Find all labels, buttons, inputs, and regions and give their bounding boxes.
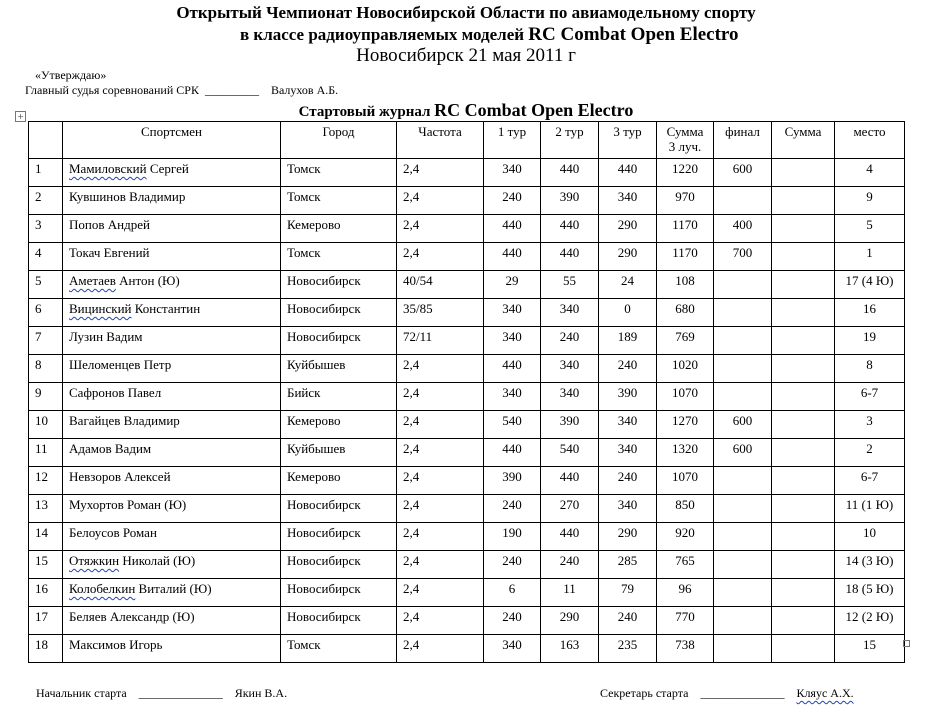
cell-city: Куйбышев [281, 355, 397, 383]
secretary-signature-blank: ______________ [700, 686, 785, 700]
cell-r1: 6 [484, 579, 541, 607]
cell-sum3: 1070 [657, 383, 714, 411]
table-row [29, 579, 905, 607]
cell-city: Томск [281, 243, 397, 271]
cell-sum [772, 159, 835, 187]
cell-r3: 235 [599, 635, 657, 663]
cell-sum3: 1220 [657, 159, 714, 187]
header-frequency: Частота [397, 122, 484, 159]
cell-city: Новосибирск [281, 607, 397, 635]
cell-num: 5 [29, 271, 63, 299]
cell-athlete: Мухортов Роман (Ю) [63, 495, 281, 523]
cell-freq: 35/85 [397, 299, 484, 327]
cell-athlete: Токач Евгений [63, 243, 281, 271]
cell-r1: 240 [484, 607, 541, 635]
cell-freq: 2,4 [397, 495, 484, 523]
cell-city: Томск [281, 635, 397, 663]
cell-final [714, 299, 772, 327]
cell-place: 10 [835, 523, 905, 551]
table-row [29, 355, 905, 383]
cell-athlete: Попов Андрей [63, 215, 281, 243]
chief-judge-signature-blank: _________ [204, 83, 259, 97]
cell-city: Кемерово [281, 411, 397, 439]
cell-athlete: Невзоров Алексей [63, 467, 281, 495]
cell-num: 15 [29, 551, 63, 579]
table-row [29, 383, 905, 411]
cell-r3: 340 [599, 187, 657, 215]
cell-freq: 2,4 [397, 411, 484, 439]
cell-r1: 390 [484, 467, 541, 495]
cell-r3: 440 [599, 159, 657, 187]
cell-athlete: Аметаев Антон (Ю) [63, 271, 281, 299]
cell-city: Новосибирск [281, 495, 397, 523]
title-line-3: Новосибирск 21 мая 2011 г [356, 45, 576, 66]
table-row [29, 523, 905, 551]
cell-freq: 2,4 [397, 439, 484, 467]
cell-r1: 440 [484, 355, 541, 383]
header-place: место [835, 122, 905, 159]
cell-r1: 340 [484, 327, 541, 355]
cell-final: 400 [714, 215, 772, 243]
cell-city: Новосибирск [281, 299, 397, 327]
header-sum-best-3-a: Сумма [666, 124, 704, 139]
cell-sum [772, 271, 835, 299]
cell-athlete: Лузин Вадим [63, 327, 281, 355]
cell-sum [772, 215, 835, 243]
cell-r3: 290 [599, 215, 657, 243]
cell-r2: 440 [541, 159, 599, 187]
cell-final [714, 607, 772, 635]
cell-place: 6-7 [835, 383, 905, 411]
cell-freq: 2,4 [397, 159, 484, 187]
cell-city: Новосибирск [281, 579, 397, 607]
cell-athlete: Максимов Игорь [63, 635, 281, 663]
cell-freq: 2,4 [397, 187, 484, 215]
cell-freq: 2,4 [397, 635, 484, 663]
cell-num: 17 [29, 607, 63, 635]
table-resize-handle-icon[interactable] [903, 640, 910, 647]
cell-sum [772, 383, 835, 411]
athlete-surname: Аметаев [69, 273, 116, 288]
athlete-surname: Колобелкин [69, 581, 136, 596]
cell-place: 14 (3 Ю) [835, 551, 905, 579]
header-round-3: 3 тур [599, 122, 657, 159]
cell-num: 3 [29, 215, 63, 243]
cell-city: Томск [281, 187, 397, 215]
approval-text: «Утверждаю» [35, 68, 107, 82]
cell-num: 2 [29, 187, 63, 215]
cell-r1: 240 [484, 187, 541, 215]
cell-athlete: Отяжкин Николай (Ю) [63, 551, 281, 579]
cell-r1: 540 [484, 411, 541, 439]
cell-r2: 340 [541, 299, 599, 327]
header-round-1: 1 тур [484, 122, 541, 159]
cell-place: 2 [835, 439, 905, 467]
cell-r3: 340 [599, 439, 657, 467]
starter-name: Якин В.А. [234, 686, 288, 700]
cell-place: 6-7 [835, 467, 905, 495]
header-sum-best-3 [657, 122, 714, 159]
cell-freq: 2,4 [397, 243, 484, 271]
cell-sum3: 738 [657, 635, 714, 663]
cell-final: 600 [714, 159, 772, 187]
table-row [29, 467, 905, 495]
cell-freq: 2,4 [397, 355, 484, 383]
cell-r3: 189 [599, 327, 657, 355]
cell-freq: 2,4 [397, 383, 484, 411]
title-line-2-prefix: в классе радиоуправляемых моделей [240, 25, 529, 44]
cell-city: Новосибирск [281, 271, 397, 299]
cell-final [714, 635, 772, 663]
starter-signature-line [36, 686, 287, 701]
cell-sum3: 1070 [657, 467, 714, 495]
table-row [29, 187, 905, 215]
cell-r1: 340 [484, 159, 541, 187]
cell-sum3: 1020 [657, 355, 714, 383]
cell-freq: 2,4 [397, 467, 484, 495]
cell-sum3: 108 [657, 271, 714, 299]
cell-sum3: 850 [657, 495, 714, 523]
cell-r3: 79 [599, 579, 657, 607]
cell-r2: 11 [541, 579, 599, 607]
cell-place: 11 (1 Ю) [835, 495, 905, 523]
cell-r3: 24 [599, 271, 657, 299]
cell-final: 600 [714, 439, 772, 467]
cell-r2: 440 [541, 523, 599, 551]
cell-r2: 440 [541, 243, 599, 271]
cell-sum [772, 439, 835, 467]
cell-athlete: Кувшинов Владимир [63, 187, 281, 215]
cell-sum3: 970 [657, 187, 714, 215]
cell-num: 6 [29, 299, 63, 327]
starter-label: Начальник старта [36, 686, 127, 700]
cell-freq: 72/11 [397, 327, 484, 355]
table-row [29, 635, 905, 663]
table-row [29, 215, 905, 243]
cell-r2: 240 [541, 551, 599, 579]
cell-sum3: 1170 [657, 243, 714, 271]
secretary-name: Кляус А.Х. [796, 686, 854, 700]
cell-r1: 240 [484, 551, 541, 579]
table-move-handle-icon[interactable]: + [15, 111, 26, 122]
cell-r3: 290 [599, 523, 657, 551]
cell-final [714, 327, 772, 355]
table-row [29, 159, 905, 187]
cell-final: 700 [714, 243, 772, 271]
header-city: Город [281, 122, 397, 159]
cell-r2: 390 [541, 411, 599, 439]
cell-r3: 0 [599, 299, 657, 327]
cell-sum3: 1320 [657, 439, 714, 467]
cell-final [714, 355, 772, 383]
cell-final [714, 495, 772, 523]
cell-place: 16 [835, 299, 905, 327]
secretary-signature-line [600, 686, 854, 701]
cell-r3: 340 [599, 411, 657, 439]
table-row [29, 495, 905, 523]
cell-sum3: 770 [657, 607, 714, 635]
header-round-2: 2 тур [541, 122, 599, 159]
header-num [29, 122, 63, 159]
cell-r3: 240 [599, 355, 657, 383]
chief-judge-label: Главный судья соревнований СРК [25, 83, 199, 97]
cell-city: Кемерово [281, 467, 397, 495]
cell-sum3: 680 [657, 299, 714, 327]
cell-place: 5 [835, 215, 905, 243]
cell-final [714, 467, 772, 495]
chief-judge-line [25, 83, 338, 98]
cell-sum [772, 327, 835, 355]
cell-athlete: Адамов Вадим [63, 439, 281, 467]
cell-num: 11 [29, 439, 63, 467]
cell-r2: 163 [541, 635, 599, 663]
start-journal-table [28, 121, 905, 663]
journal-title-class: RC Combat Open Electro [434, 100, 634, 120]
title-line-2-class: RC Combat Open Electro [528, 24, 739, 45]
cell-num: 16 [29, 579, 63, 607]
cell-r2: 340 [541, 383, 599, 411]
cell-city: Бийск [281, 383, 397, 411]
cell-final [714, 523, 772, 551]
cell-num: 9 [29, 383, 63, 411]
table-row [29, 551, 905, 579]
cell-final [714, 271, 772, 299]
cell-sum [772, 551, 835, 579]
cell-place: 8 [835, 355, 905, 383]
cell-athlete: Вицинский Константин [63, 299, 281, 327]
cell-num: 4 [29, 243, 63, 271]
cell-r1: 340 [484, 635, 541, 663]
table-row [29, 271, 905, 299]
cell-athlete: Шеломенцев Петр [63, 355, 281, 383]
athlete-surname: Мамиловский [69, 161, 147, 176]
cell-freq: 40/54 [397, 271, 484, 299]
header-sum: Сумма [772, 122, 835, 159]
cell-athlete: Беляев Александр (Ю) [63, 607, 281, 635]
cell-r3: 290 [599, 243, 657, 271]
cell-num: 1 [29, 159, 63, 187]
cell-city: Новосибирск [281, 551, 397, 579]
cell-r3: 240 [599, 607, 657, 635]
title-line-2 [240, 24, 739, 46]
cell-r1: 340 [484, 383, 541, 411]
header-sum-best-3-b: 3 луч. [668, 139, 702, 154]
header-athlete: Спортсмен [63, 122, 281, 159]
cell-r1: 29 [484, 271, 541, 299]
cell-freq: 2,4 [397, 607, 484, 635]
cell-sum [772, 523, 835, 551]
cell-r2: 390 [541, 187, 599, 215]
cell-sum3: 769 [657, 327, 714, 355]
cell-freq: 2,4 [397, 215, 484, 243]
cell-num: 10 [29, 411, 63, 439]
cell-athlete: Белоусов Роман [63, 523, 281, 551]
chief-judge-name: Валухов А.Б. [270, 83, 339, 97]
table-row [29, 299, 905, 327]
cell-athlete: Сафронов Павел [63, 383, 281, 411]
cell-r2: 540 [541, 439, 599, 467]
cell-freq: 2,4 [397, 523, 484, 551]
cell-r2: 270 [541, 495, 599, 523]
cell-freq: 2,4 [397, 579, 484, 607]
cell-final [714, 383, 772, 411]
cell-num: 18 [29, 635, 63, 663]
cell-sum [772, 467, 835, 495]
table-row [29, 607, 905, 635]
table-row [29, 411, 905, 439]
cell-city: Куйбышев [281, 439, 397, 467]
starter-signature-blank: ______________ [138, 686, 223, 700]
cell-sum [772, 299, 835, 327]
cell-sum [772, 635, 835, 663]
cell-place: 15 [835, 635, 905, 663]
journal-title [0, 100, 932, 121]
cell-place: 4 [835, 159, 905, 187]
table-row [29, 327, 905, 355]
cell-sum [772, 355, 835, 383]
cell-final [714, 551, 772, 579]
cell-freq: 2,4 [397, 551, 484, 579]
cell-sum3: 920 [657, 523, 714, 551]
title-line-1: Открытый Чемпионат Новосибирской Области по авиамодельному спорту [176, 3, 756, 22]
cell-place: 1 [835, 243, 905, 271]
cell-num: 14 [29, 523, 63, 551]
cell-r2: 290 [541, 607, 599, 635]
cell-r1: 440 [484, 243, 541, 271]
cell-athlete: Мамиловский Сергей [63, 159, 281, 187]
header-final: финал [714, 122, 772, 159]
cell-r3: 340 [599, 495, 657, 523]
cell-final [714, 187, 772, 215]
cell-place: 18 (5 Ю) [835, 579, 905, 607]
cell-sum [772, 579, 835, 607]
cell-city: Новосибирск [281, 327, 397, 355]
secretary-label: Секретарь старта [600, 686, 689, 700]
cell-r1: 190 [484, 523, 541, 551]
cell-place: 19 [835, 327, 905, 355]
cell-athlete: Колобелкин Виталий (Ю) [63, 579, 281, 607]
cell-place: 12 (2 Ю) [835, 607, 905, 635]
cell-r1: 340 [484, 299, 541, 327]
cell-city: Новосибирск [281, 523, 397, 551]
cell-place: 17 (4 Ю) [835, 271, 905, 299]
cell-sum3: 765 [657, 551, 714, 579]
athlete-surname: Отяжкин [69, 553, 120, 568]
cell-r3: 285 [599, 551, 657, 579]
cell-city: Кемерово [281, 215, 397, 243]
cell-sum3: 1170 [657, 215, 714, 243]
cell-place: 9 [835, 187, 905, 215]
cell-r1: 440 [484, 215, 541, 243]
table-row [29, 243, 905, 271]
cell-r2: 240 [541, 327, 599, 355]
cell-num: 13 [29, 495, 63, 523]
table-header-row [29, 122, 905, 159]
cell-r2: 440 [541, 215, 599, 243]
cell-r2: 440 [541, 467, 599, 495]
cell-sum [772, 495, 835, 523]
cell-sum [772, 411, 835, 439]
cell-r1: 240 [484, 495, 541, 523]
cell-num: 7 [29, 327, 63, 355]
cell-sum3: 96 [657, 579, 714, 607]
cell-r2: 340 [541, 355, 599, 383]
cell-place: 3 [835, 411, 905, 439]
cell-r1: 440 [484, 439, 541, 467]
athlete-surname: Вицинский [69, 301, 132, 316]
cell-athlete: Вагайцев Владимир [63, 411, 281, 439]
cell-r2: 55 [541, 271, 599, 299]
cell-city: Томск [281, 159, 397, 187]
cell-sum [772, 243, 835, 271]
cell-r3: 390 [599, 383, 657, 411]
table-row [29, 439, 905, 467]
cell-sum3: 1270 [657, 411, 714, 439]
cell-num: 8 [29, 355, 63, 383]
cell-num: 12 [29, 467, 63, 495]
cell-r3: 240 [599, 467, 657, 495]
journal-title-prefix: Стартовый журнал [298, 104, 435, 120]
cell-sum [772, 607, 835, 635]
cell-sum [772, 187, 835, 215]
cell-final: 600 [714, 411, 772, 439]
cell-final [714, 579, 772, 607]
